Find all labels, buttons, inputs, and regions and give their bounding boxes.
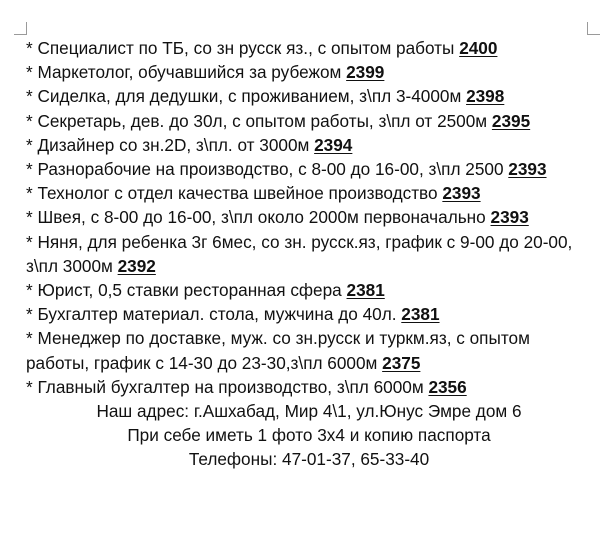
footer-phones: Телефоны: 47-01-37, 65-33-40 <box>188 449 430 470</box>
listing-text: * Швея, с 8-00 до 16-00, з\пл около 2000м первоначально <box>26 207 491 228</box>
listing-item <box>26 230 592 278</box>
listing-text: * Дизайнер со зн.2D, з\пл. от 3000м <box>26 134 315 155</box>
listing-text: * Технолог с отдел качества швейное производство <box>26 183 443 204</box>
listing-code[interactable]: 2393 <box>490 207 529 228</box>
listing-code[interactable]: 2400 <box>459 38 498 58</box>
listing-item <box>26 36 592 60</box>
listing-code[interactable]: 2399 <box>346 62 385 83</box>
listing-text: * Секретарь, дев. до 30л, с опытом работы, з\пл от 2500м <box>26 110 492 131</box>
listing-item <box>26 181 592 205</box>
listing-item <box>26 205 592 229</box>
listing-item <box>26 326 592 374</box>
listing-code[interactable]: 2395 <box>491 110 531 131</box>
listing-text: * Юрист, 0,5 ставки ресторанная сфера <box>26 280 347 301</box>
listing-code[interactable]: 2394 <box>314 134 353 155</box>
listing-text: * Бухгалтер материал. стола, мужчина до 40л. <box>26 304 402 325</box>
listing-code[interactable]: 2393 <box>508 159 547 180</box>
listing-code[interactable]: 2381 <box>346 280 385 301</box>
listing-text: * Специалист по ТБ, со зн русск яз., с опытом работы <box>26 38 460 58</box>
crop-mark-top-left <box>14 22 27 35</box>
listing-item <box>26 60 592 84</box>
listing-text: * Маркетолог, обучавшийся за рубежом <box>26 62 347 83</box>
listing-item <box>26 302 592 326</box>
listing-text: * Главный бухгалтер на производство, з\пл 6000м <box>26 376 429 397</box>
footer-address: Наш адрес: г.Ашхабад, Мир 4\1, ул.Юнус Эмре дом 6 <box>96 401 522 422</box>
listing-code[interactable]: 2392 <box>117 255 156 276</box>
document-body <box>26 36 592 472</box>
listing-item <box>26 278 592 302</box>
listing-code[interactable]: 2393 <box>442 183 481 204</box>
listing-code[interactable]: 2375 <box>382 352 421 373</box>
listing-text: * Сиделка, для дедушки, с проживанием, з\пл 3-4000м <box>26 86 467 107</box>
listing-code[interactable]: 2398 <box>466 86 505 107</box>
crop-mark-top-right <box>587 22 600 35</box>
listing-text: * Разнорабочие на производство, с 8-00 до 16-00, з\пл 2500 <box>26 159 509 180</box>
listing-text: * Няня, для ребенка 3г 6мес, со зн. русск.яз, график с 9-00 до 20-00, з\пл 3000м <box>26 231 573 276</box>
listing-text: * Менеджер по доставке, муж. со зн.русск и туркм.яз, с опытом работы, график с 14-30 до 23-30,з\пл 6000м <box>26 328 530 373</box>
listing-item <box>26 84 592 108</box>
listing-item <box>26 109 592 133</box>
listing-code[interactable]: 2356 <box>428 376 467 397</box>
footer-documents: При себе иметь 1 фото 3х4 и копию паспорта <box>127 425 491 446</box>
listing-code[interactable]: 2381 <box>401 304 440 325</box>
listing-item <box>26 375 592 399</box>
listing-item <box>26 157 592 181</box>
listing-item <box>26 133 592 157</box>
